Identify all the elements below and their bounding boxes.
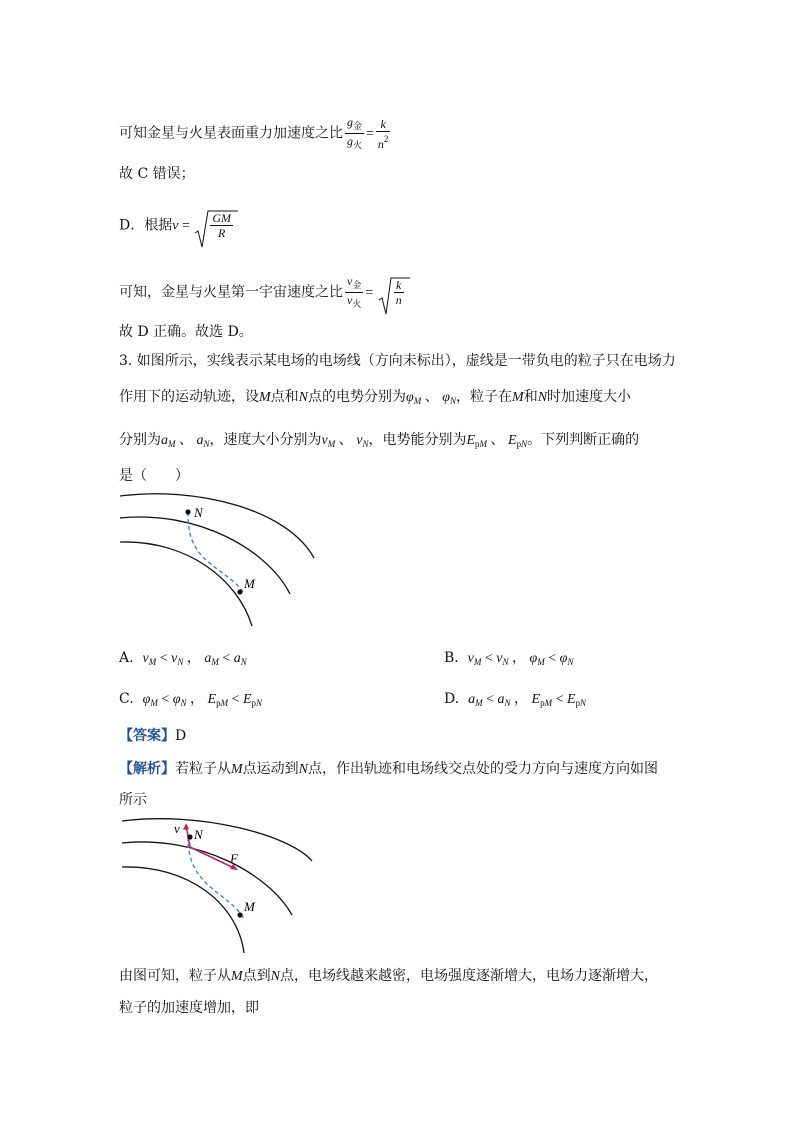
text-line-5: 故 D 正确。故选 D。 xyxy=(119,324,253,340)
sqrt-gm-r: $\frac{GM}{R}$ xyxy=(194,211,235,240)
option-b: B. $v_M < v_N$ ， $\varphi_M < \varphi_N$ xyxy=(444,650,574,667)
field-line-middle xyxy=(120,517,290,594)
field-line-middle-2 xyxy=(122,842,292,915)
label-n-2: N xyxy=(194,827,203,842)
field-line-inner xyxy=(120,542,252,626)
fraction-g-ratio: $\frac{g_金}{g_火}$ xyxy=(347,115,363,150)
label-n: N xyxy=(194,505,203,520)
text-gravity-ratio: 可知金星与火星表面重力加速度之比 xyxy=(119,125,343,142)
question-line-3: 分别为$a_M$ 、 $a_N$，速度大小分别为$v_M$ 、 $v_N$，电势能分别为$E_{pM}$ 、 $E_{pN}$。下列判断正确的 xyxy=(119,432,640,449)
point-m-2 xyxy=(237,912,242,917)
label-m: M xyxy=(244,576,255,591)
field-line-outer-2 xyxy=(122,819,312,861)
option-d: D. $a_M < a_N$ ， $E_{pM} < E_{pN}$ xyxy=(444,691,587,708)
fraction-v-ratio: $\frac{v_金}{v_火}$ xyxy=(347,274,362,309)
analysis-line-3: 由图可知，粒子从M点到N点，电场线越来越密，电场强度逐渐增大，电场力逐渐增大， xyxy=(119,968,659,984)
point-n xyxy=(185,509,190,514)
label-v: v xyxy=(174,821,180,836)
sqrt-k-n: $\frac{k}{n}$ xyxy=(378,278,406,307)
analysis-title: 解析 xyxy=(133,761,161,777)
label-f: F xyxy=(230,851,238,866)
analysis-line-1: 【解析】若粒子从M点运动到N点，作出轨迹和电场线交点处的受力方向与速度方向如图 xyxy=(119,761,659,777)
option-a: A. $v_M < v_N$ ， $a_M < a_N$ xyxy=(119,650,247,667)
text-line-2: 故 C 错误； xyxy=(119,166,195,182)
question-line-4: 是（ ） xyxy=(119,468,189,484)
answer-title: 答案 xyxy=(133,728,161,744)
field-line-outer xyxy=(120,494,314,558)
field-line-inner-2 xyxy=(122,867,244,953)
analysis-line-4: 粒子的加速度增加，即 xyxy=(119,1000,259,1016)
question-line-1: 3. 如图所示，实线表示某电场的电场线（方向未标出），虚线是一带负电的粒子只在电场力 xyxy=(119,353,676,369)
answer-line: 【答案】D xyxy=(119,728,187,744)
analysis-line-2: 所示 xyxy=(119,792,147,808)
fraction-k-n2: $\frac{k}{n^2}$ xyxy=(377,116,389,151)
text-line-1: 可知金星与火星表面重力加速度之比 $\frac{g_金}{g_火}$ = $\frac{k}{n^2}$ xyxy=(119,115,389,151)
velocity-arrowhead xyxy=(183,823,189,830)
label-m-2: M xyxy=(244,899,255,914)
text-line-4: 可知，金星与火星第一宇宙速度之比 $\frac{v_金}{v_火}$ = $\frac{k}{n}$ xyxy=(119,274,406,311)
text-line-3: D．根据v = $\frac{GM}{R}$ xyxy=(119,211,235,240)
answer-value: D xyxy=(175,728,187,744)
point-m xyxy=(237,589,242,594)
field-line-figure-1 xyxy=(118,490,318,630)
point-n-2 xyxy=(187,834,192,839)
question-line-2: 作用下的运动轨迹，设M点和N点的电势分别为$\varphi_M$ 、 $\varphi_N$，粒子在M和N时加速度大小 xyxy=(119,389,632,406)
option-c: C. $\varphi_M < \varphi_N$ ， $E_{pM} < E_{pN}$ xyxy=(119,691,263,708)
field-line-figure-2 xyxy=(120,815,320,955)
